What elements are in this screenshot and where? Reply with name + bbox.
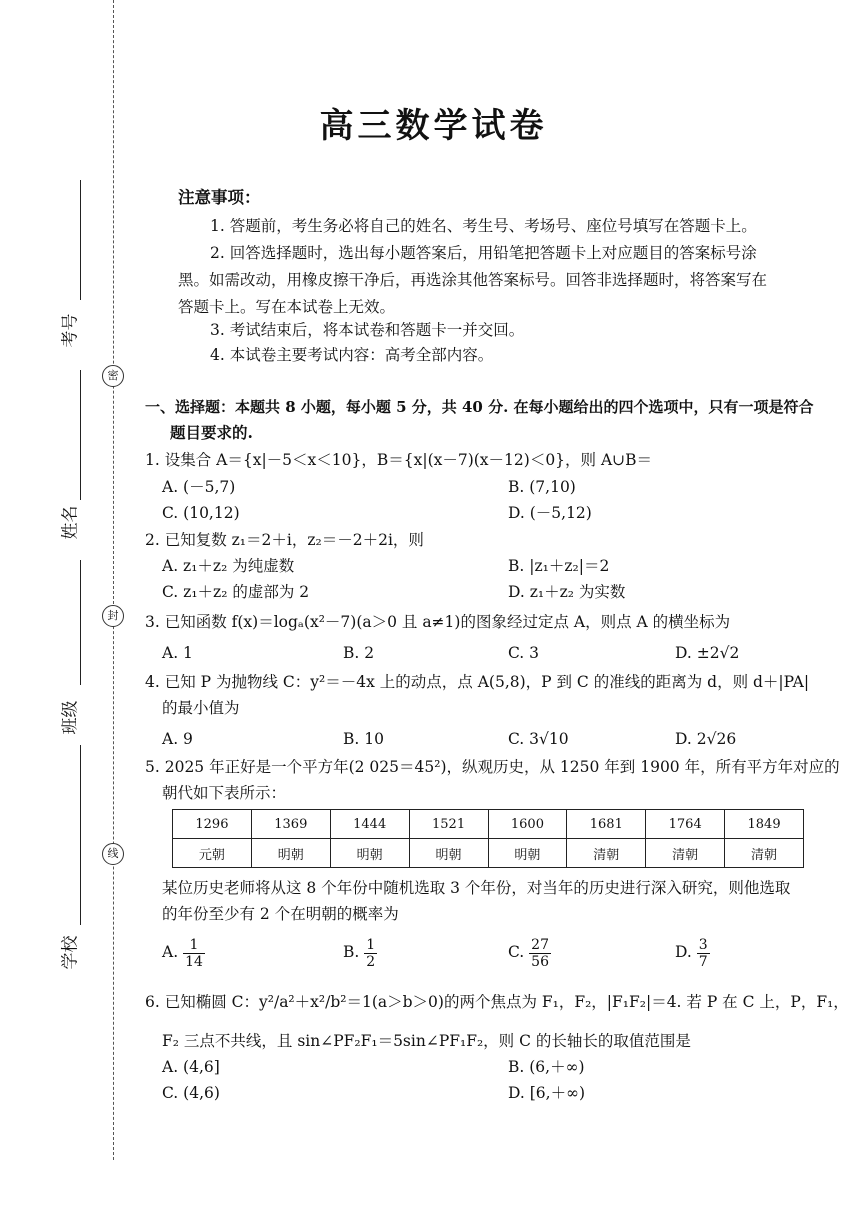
notice-line-5: 3. 考试结束后，将本试卷和答题卡一并交回。 [210, 321, 525, 339]
q3-option-d: D. ±2√2 [675, 644, 740, 662]
denominator: 7 [698, 953, 708, 970]
q5-after-cont: 的年份至少有 2 个在明朝的概率为 [162, 905, 399, 923]
q5-stem-cont: 朝代如下表所示： [162, 784, 287, 802]
xuexiao-label: 学校 [60, 935, 81, 970]
q2-stem: 2. 已知复数 z₁＝2＋i，z₂＝－2＋2i，则 [145, 531, 424, 549]
year-cell: 1444 [330, 810, 409, 839]
q6-option-a: A. (4,6] [162, 1058, 220, 1076]
section-heading-cont: 题目要求的. [170, 423, 253, 442]
banji-label: 班级 [60, 700, 81, 735]
notice-line-3: 黑。如需改动，用橡皮擦干净后，再选涂其他答案标号。回答非选择题时，将答案写在 [178, 271, 768, 289]
dynasty-cell: 清朝 [646, 839, 725, 868]
q1-option-d: D. (－5,12) [508, 504, 592, 522]
q2-option-c: C. z₁＋z₂ 的虚部为 2 [162, 583, 310, 601]
dynasty-cell: 清朝 [567, 839, 646, 868]
kaohao-blank[interactable] [80, 180, 81, 300]
q6-stem-cont: F₂ 三点不共线，且 sin∠PF₂F₁＝5sin∠PF₁F₂，则 C 的长轴长的取值范围是 [162, 1032, 691, 1050]
dynasty-cell: 清朝 [725, 839, 804, 868]
q2-option-d: D. z₁＋z₂ 为实数 [508, 583, 626, 601]
fraction [183, 937, 205, 970]
q6-stem: 6. 已知椭圆 C：y²/a²＋x²/b²＝1(a＞b＞0)的两个焦点为 F₁，F₂，|F₁F₂|＝4. 若 P 在 C 上，P，F₁， [145, 993, 849, 1011]
q1-stem: 1. 设集合 A＝{x|－5＜x＜10}，B＝{x|(x－7)(x－12)＜0}，则 A∪B＝ [145, 451, 653, 469]
q3-stem: 3. 已知函数 f(x)＝logₐ(x²－7)(a＞0 且 a≠1)的图象经过定点 A，则点 A 的横坐标为 [145, 613, 731, 631]
table-row-years [173, 810, 804, 839]
q3-option-c: C. 3 [508, 644, 540, 662]
denominator: 14 [185, 953, 203, 970]
section-heading: 一、选择题：本题共 8 小题，每小题 5 分，共 40 分. 在每小题给出的四个选项中，只有一项是符合 [145, 398, 814, 416]
seal-mi: 密 [102, 365, 124, 387]
notice-line-4: 答题卡上。写在本试卷上无效。 [178, 298, 396, 316]
q2-option-b: B. |z₁＋z₂|＝2 [508, 557, 610, 575]
q6-option-d: D. [6,＋∞) [508, 1084, 586, 1102]
q6-option-c: C. (4,6) [162, 1084, 220, 1102]
option-label: A. [162, 943, 179, 961]
table-row-dynasties [173, 839, 804, 868]
year-cell: 1849 [725, 810, 804, 839]
q4-option-b: B. 10 [343, 730, 384, 748]
q1-option-a: A. (－5,7) [162, 478, 236, 496]
notice-line-2: 2. 回答选择题时，选出每小题答案后，用铅笔把答题卡上对应题目的答案标号涂 [210, 244, 757, 262]
kaohao-label: 考号 [60, 313, 81, 348]
q5-option-b [343, 934, 377, 970]
page-title: 高三数学试卷 [319, 106, 548, 146]
dynasty-cell: 明朝 [330, 839, 409, 868]
q4-stem-cont: 的最小值为 [162, 699, 240, 717]
year-cell: 1600 [488, 810, 567, 839]
xingming-label: 姓名 [60, 505, 81, 540]
q3-option-a: A. 1 [162, 644, 193, 662]
notice-line-1: 1. 答题前，考生务必将自己的姓名、考生号、考场号、座位号填写在答题卡上。 [210, 217, 757, 235]
q4-option-a: A. 9 [162, 730, 193, 748]
banji-blank[interactable] [80, 560, 81, 685]
numerator: 1 [366, 936, 376, 953]
q5-after: 某位历史老师将从这 8 个年份中随机选取 3 个年份，对当年的历史进行深入研究，则他选取 [162, 879, 791, 897]
xuexiao-blank[interactable] [80, 745, 81, 925]
denominator: 56 [531, 953, 549, 970]
q3-option-b: B. 2 [343, 644, 375, 662]
q5-stem: 5. 2025 年正好是一个平方年(2 025＝45²)，纵观历史，从 1250 年到 1900 年，所有平方年对应的 [145, 758, 840, 776]
option-label: B. [343, 943, 360, 961]
q5-option-d [675, 934, 710, 970]
q5-option-a [162, 934, 205, 970]
dynasty-cell: 明朝 [409, 839, 488, 868]
year-cell: 1369 [251, 810, 330, 839]
year-cell: 1681 [567, 810, 646, 839]
q4-stem: 4. 已知 P 为抛物线 C：y²＝－4x 上的动点，点 A(5,8)，P 到 C 的准线的距离为 d，则 d＋|PA| [145, 673, 810, 691]
numerator: 27 [531, 936, 549, 953]
notice-heading: 注意事项： [178, 188, 261, 207]
year-cell: 1296 [173, 810, 252, 839]
seal-feng: 封 [102, 605, 124, 627]
fraction [529, 937, 551, 970]
denominator: 2 [366, 953, 376, 970]
fraction [364, 937, 377, 970]
dynasty-cell: 元朝 [173, 839, 252, 868]
notice-line-6: 4. 本试卷主要考试内容：高考全部内容。 [210, 346, 494, 364]
q5-option-c [508, 934, 551, 970]
seal-xian: 线 [102, 843, 124, 865]
q4-option-d: D. 2√26 [675, 730, 737, 748]
xingming-blank[interactable] [80, 370, 81, 500]
dynasty-cell: 明朝 [251, 839, 330, 868]
numerator: 3 [698, 936, 708, 953]
q2-option-a: A. z₁＋z₂ 为纯虚数 [162, 557, 295, 575]
q1-option-c: C. (10,12) [162, 504, 240, 522]
q6-option-b: B. (6,＋∞) [508, 1058, 585, 1076]
q4-option-c: C. 3√10 [508, 730, 569, 748]
binding-dashed-line [113, 0, 114, 1160]
square-years-table [172, 809, 804, 868]
numerator: 1 [183, 937, 205, 954]
year-cell: 1521 [409, 810, 488, 839]
year-cell: 1764 [646, 810, 725, 839]
option-label: C. [508, 943, 525, 961]
dynasty-cell: 明朝 [488, 839, 567, 868]
q1-option-b: B. (7,10) [508, 478, 576, 496]
option-label: D. [675, 943, 692, 961]
fraction [697, 937, 710, 970]
